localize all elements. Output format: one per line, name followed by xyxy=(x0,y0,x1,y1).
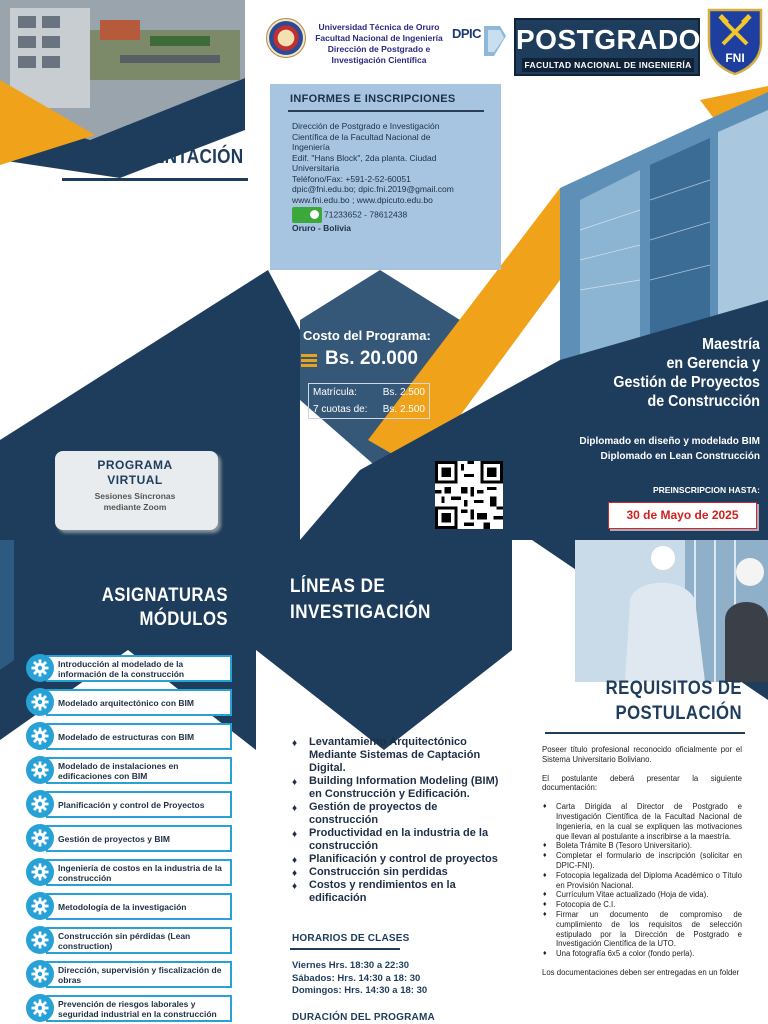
informes-email: dpic@fni.edu.bo; dpic.fni.2019@gmail.com xyxy=(292,184,454,194)
informes-rule xyxy=(288,110,484,112)
diamond-bullet-icon: ♦ xyxy=(292,777,298,788)
engineers-photo xyxy=(575,540,768,682)
diamond-bullet-icon: ♦ xyxy=(292,738,298,749)
module-label: Modelado de estructuras con BIM xyxy=(58,731,195,742)
module-label: Gestión de proyectos y BIM xyxy=(58,833,170,844)
informes-line: Edif. "Hans Block", 2da planta. Ciudad xyxy=(292,152,437,163)
module-label: Dirección, supervisión y fiscalización de obras xyxy=(58,964,222,985)
preinscripcion-label: PREINSCRIPCION HASTA: xyxy=(652,485,760,495)
module-item xyxy=(26,722,234,750)
requisito-item: ♦ Fotocopia de C.I. xyxy=(543,900,616,910)
gear-icon xyxy=(26,926,54,954)
requisito-item: ♦ Boleta Trámite B (Tesoro Universitario). xyxy=(543,841,693,851)
module-label: Modelado arquitectónico con BIM xyxy=(58,697,195,708)
diamond-bullet-icon: ♦ xyxy=(543,852,547,860)
costo-row: Matrícula: Bs. 2.500 xyxy=(313,387,425,398)
requisito-item: ♦ Fotocopia legalizada del Diploma Académico o Título en Provisión Nacional. xyxy=(543,870,742,890)
module-item xyxy=(26,654,234,682)
programa-virtual-badge xyxy=(55,451,218,530)
qr-code-icon[interactable] xyxy=(435,461,503,529)
requisito-item: ♦ Currículum Vitae actualizado (Hoja de vida). xyxy=(543,890,709,900)
diamond-bullet-icon: ♦ xyxy=(292,803,298,814)
diplomado-item: Diplomado en diseño y modelado BIM xyxy=(579,436,760,447)
gear-icon xyxy=(26,824,54,852)
linea-item: ♦ Planificación y control de proyectos xyxy=(292,853,498,866)
module-label: Ingeniería de costos en la industria de la construcción xyxy=(58,862,222,883)
gear-icon xyxy=(26,858,54,886)
horarios-rule xyxy=(290,948,400,950)
module-list xyxy=(26,654,234,1024)
requisitos-rule xyxy=(545,732,745,734)
gear-icon xyxy=(26,756,54,784)
linea-item: ♦ Gestión de proyectos de construcción xyxy=(292,801,438,826)
costo-amount: Bs. 20.000 xyxy=(325,348,418,369)
informes-line: Científica de la Facultad Nacional de xyxy=(292,131,431,142)
preinscripcion-date: 30 de Mayo de 2025 xyxy=(608,502,757,529)
diamond-bullet-icon: ♦ xyxy=(543,842,547,850)
presentacion-heading: PRESENTACIÓN xyxy=(105,146,244,168)
gear-icon xyxy=(26,960,54,988)
horario-line: Viernes Hrs. 18:30 a 22:30 xyxy=(292,960,410,971)
gear-icon xyxy=(26,654,54,682)
informes-location: Oruro - Bolivia xyxy=(292,223,352,233)
diamond-bullet-icon: ♦ xyxy=(543,901,547,909)
programa-virtual-title: PROGRAMA VIRTUAL xyxy=(97,458,173,487)
diamond-bullet-icon: ♦ xyxy=(543,891,547,899)
diamond-bullet-icon: ♦ xyxy=(543,803,547,811)
horarios-list xyxy=(292,960,427,998)
asignaturas-title: ASIGNATURAS MÓDULOS xyxy=(101,585,228,630)
diamond-bullet-icon: ♦ xyxy=(543,950,547,958)
informes-details xyxy=(292,121,492,234)
fni-shield-text: FNI xyxy=(725,51,745,65)
gear-icon xyxy=(26,688,54,716)
linea-item: ♦ Productividad en la industria de la construcción xyxy=(292,827,489,852)
maestria-title: Maestría en Gerencia y Gestión de Proyectos de Construcción xyxy=(613,336,760,410)
gear-icon xyxy=(26,722,54,750)
module-label: Modelado de instalaciones en edificaciones con BIM xyxy=(58,760,179,781)
gear-icon xyxy=(26,790,54,818)
duracion-title: DURACIÓN DEL PROGRAMA xyxy=(292,1012,435,1023)
module-item xyxy=(26,688,234,716)
informes-title: INFORMES E INSCRIPCIONES xyxy=(290,93,456,105)
university-name: Universidad Técnica de Oruro Facultad Nacional de Ingeniería Dirección de Postgrado e Investigación Científica xyxy=(315,22,443,65)
module-label: Planificación y control de Proyectos xyxy=(58,799,205,810)
diamond-bullet-icon: ♦ xyxy=(292,855,298,866)
costo-breakdown-table xyxy=(308,383,430,419)
horario-line: Sábados: Hrs. 14:30 a 18: 30 xyxy=(292,972,421,984)
linea-item: ♦ Building Information Modeling (BIM) en Construcción y Edificación. xyxy=(292,775,499,800)
brochure-inner-panel xyxy=(0,540,768,1024)
informes-website: www.fni.edu.bo ; www.dpicuto.edu.bo xyxy=(292,194,433,205)
whatsapp-numbers: 71233652 - 78612438 xyxy=(324,209,408,220)
module-label: Introducción al modelado de la información de la construcción xyxy=(58,658,185,679)
list-icon xyxy=(301,354,317,368)
module-label: Prevención de riesgos laborales y seguridad industrial en la construcción xyxy=(58,998,217,1019)
module-item xyxy=(26,994,234,1022)
requisito-item: ♦ Carta Dirigida al Director de Postgrado e Investigación Científica de la Facultad Nacional de Ingeniería, en la cual se expliquen las motivaciones que llevan al postulante a inscribirse a la maestría. xyxy=(543,802,742,841)
diamond-bullet-icon: ♦ xyxy=(543,910,547,918)
diamond-bullet-icon: ♦ xyxy=(292,881,298,892)
module-item xyxy=(26,824,234,852)
postgrado-title: POSTGRADO xyxy=(516,24,701,55)
module-item xyxy=(26,892,234,920)
requisito-item: ♦ Firmar un documento de compromiso de cumplimiento de los requisitos de selección estipulado por la Dirección de Postgrado e Investigación Científica de la UTO. xyxy=(543,909,742,949)
module-item xyxy=(26,790,234,818)
requisitos-title: REQUISITOS DE POSTULACIÓN xyxy=(605,678,742,724)
linea-item: ♦ Construcción sin perdidas xyxy=(292,866,448,879)
horario-line: Domingos: Hrs. 14:30 a 18: 30 xyxy=(292,985,428,996)
gear-icon xyxy=(26,994,54,1022)
whatsapp-icon xyxy=(292,207,322,223)
requisitos-lead: El postulante deberá presentar la siguiente documentación: xyxy=(542,773,742,793)
university-seal xyxy=(266,18,306,58)
requisitos-footer: Los documentaciones deben ser entregadas en un folder xyxy=(542,967,740,977)
requisitos-body xyxy=(542,745,742,987)
informes-line: Ingeniería xyxy=(292,142,330,152)
programa-virtual-subtitle: Sesiones Síncronas mediante Zoom xyxy=(94,491,176,512)
diplomado-item: Diplomado en Lean Construcción xyxy=(600,451,760,462)
requisito-item: ♦ Una fotografía 6x5 a color (fondo perla). xyxy=(543,949,695,959)
diamond-bullet-icon: ♦ xyxy=(292,829,298,840)
module-label: Construcción sin pérdidas (Lean construction) xyxy=(58,930,191,951)
fni-shield-icon xyxy=(705,6,765,76)
module-item xyxy=(26,756,234,784)
dpic-label: DPIC xyxy=(452,26,482,41)
module-item xyxy=(26,926,234,954)
informes-box xyxy=(270,84,501,270)
gear-icon xyxy=(26,892,54,920)
postgrado-subtitle: FACULTAD NACIONAL DE INGENIERÍA xyxy=(522,58,694,72)
whatsapp-row xyxy=(292,207,492,223)
module-label: Metodología de la investigación xyxy=(58,901,187,912)
module-item xyxy=(26,960,234,988)
informes-phone: Teléfono/Fax: +591-2-52-60051 xyxy=(292,173,411,184)
asignaturas-column xyxy=(0,540,256,1024)
presentacion-underline xyxy=(62,178,248,181)
linea-item: ♦ Levantamiento Arquitectónico Mediante Sistemas de Captación Digital. xyxy=(292,736,481,774)
costo-title: Costo del Programa: xyxy=(303,328,431,343)
costo-row: 7 cuotas de: Bs. 2.500 xyxy=(313,404,425,415)
module-item xyxy=(26,858,234,886)
informes-line: Dirección de Postgrado e Investigación xyxy=(292,121,440,131)
horarios-title: HORARIOS DE CLASES xyxy=(292,933,410,944)
requisito-item: ♦ Completar el formulario de inscripción (solicitar en DPIC-FNI). xyxy=(543,851,742,870)
diamond-bullet-icon: ♦ xyxy=(543,871,547,879)
diplomados-list xyxy=(510,434,760,464)
lineas-title: LÍNEAS DE INVESTIGACIÓN xyxy=(290,576,431,623)
lineas-list xyxy=(290,736,500,905)
informes-line: Universitaria xyxy=(292,163,340,173)
diamond-bullet-icon: ♦ xyxy=(292,868,298,879)
postgrado-banner xyxy=(514,18,700,76)
requisitos-intro: Poseer título profesional reconocido oficialmente por el Sistema Universitario Boliviano. xyxy=(542,745,742,764)
linea-item: ♦ Costos y rendimientos en la edificación xyxy=(292,879,456,904)
requisitos-list xyxy=(542,802,742,959)
